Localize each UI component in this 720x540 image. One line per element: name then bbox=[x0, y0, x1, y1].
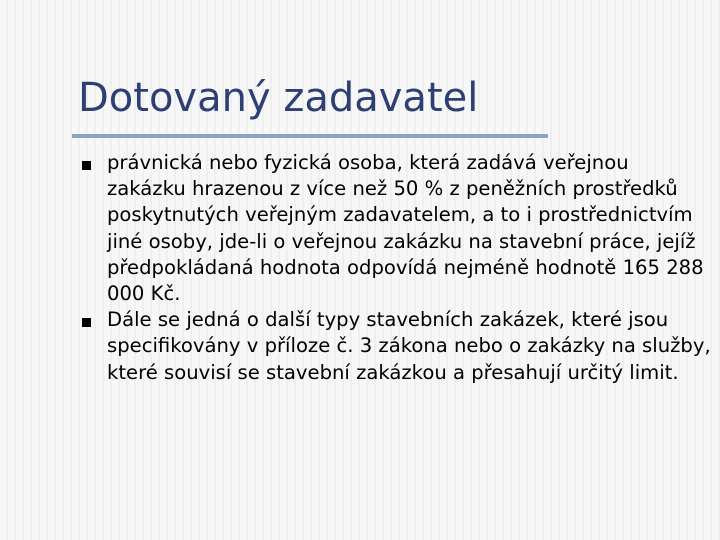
square-bullet-icon bbox=[82, 161, 91, 170]
bullet-text: právnická nebo fyzická osoba, která zadává veřejnou zakázku hrazenou z více než 50 % z peněžních prostředků poskytnutých veřejným zadavatelem, a to i prostřednictvím jiné osoby, jde-li o veřejnou zakázku na stavební práce, jejíž předpokládaná hodnota odpovídá nejméně hodnotě 165 288 000 Kč. bbox=[107, 151, 704, 306]
square-bullet-icon bbox=[82, 318, 91, 327]
bullet-text: Dále se jedná o další typy stavebních zakázek, které jsou specifikovány v příloze č. 3 zákona nebo o zakázky na služby, které souvisí se stavební zakázkou a přesahují určitý limit. bbox=[107, 308, 711, 384]
bullet-item bbox=[82, 307, 712, 386]
bullet-list bbox=[82, 150, 712, 386]
title-underline bbox=[72, 134, 548, 138]
slide-title: Dotovaný zadavatel bbox=[78, 75, 479, 121]
bullet-item bbox=[82, 150, 712, 307]
